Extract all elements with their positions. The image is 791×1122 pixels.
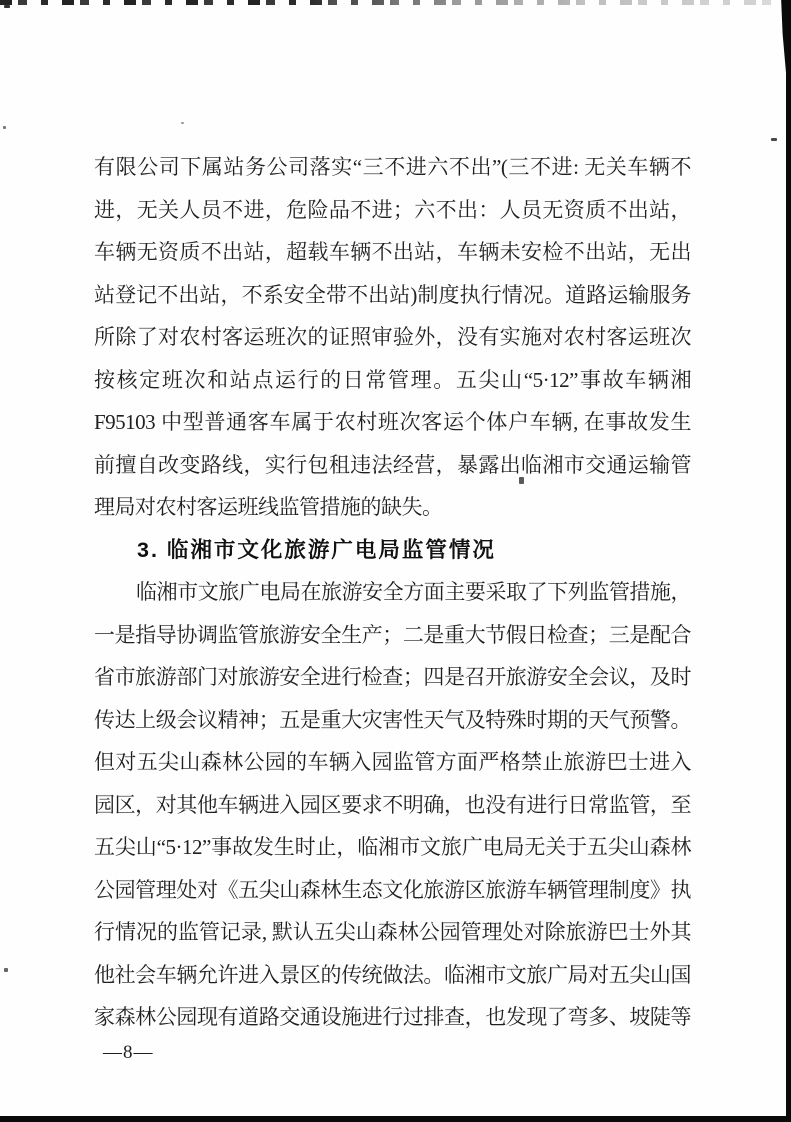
section-heading: 3. 临湘市文化旅游广电局监管情况 xyxy=(137,537,496,562)
scan-speck xyxy=(181,122,184,124)
text-line: 车辆无资质不出站，超载车辆不出站，车辆未安检不出站，无出 xyxy=(94,240,691,264)
text-line: F95103 中型普通客车属于农村班次客运个体户车辆, 在事故发生 xyxy=(94,410,691,434)
scan-artifact-top-edge xyxy=(0,0,785,5)
text-line: 站登记不出站，不系安全带不出站)制度执行情况。道路运输服务 xyxy=(94,282,691,307)
scan-speck xyxy=(4,5,10,8)
text-line: 五尖山“5·12”事故发生时止，临湘市文旅广电局无关于五尖山森林 xyxy=(94,835,691,859)
text-line: 进，无关人员不进，危险品不进；六不出：人员无资质不出站， xyxy=(94,197,691,222)
text-line: 传达上级会议精神；五是重大灾害性天气及特殊时期的天气预警。 xyxy=(94,707,691,732)
text-line: 所除了对农村客运班次的证照审验外，没有实施对农村客运班次 xyxy=(94,325,691,349)
text-line: 一是指导协调监管旅游安全生产；二是重大节假日检查；三是配合 xyxy=(94,622,691,647)
scan-speck xyxy=(4,968,8,972)
text-line: 他社会车辆允许进入景区的传统做法。临湘市文旅广局对五尖山国 xyxy=(94,962,691,987)
text-line: 园区，对其他车辆进入园区要求不明确，也没有进行日常监管，至 xyxy=(94,792,691,817)
text-line: 前擅自改变路线，实行包租违法经营，暴露出临湘市交通运输管 xyxy=(94,452,691,477)
document-text-block xyxy=(94,146,691,1039)
scan-speck xyxy=(3,126,6,129)
text-line: 公园管理处对《五尖山森林生态文化旅游区旅游车辆管理制度》执 xyxy=(94,877,691,902)
page-number: —8— xyxy=(103,1042,154,1063)
text-line: 家森林公园现有道路交通设施进行过排查，也发现了弯多、坡陡等 xyxy=(94,1005,691,1029)
scan-artifact-right-edge xyxy=(786,0,791,1122)
text-line: 行情况的监管记录, 默认五尖山森林公园管理处对除旅游巴士外其 xyxy=(94,920,691,944)
text-line: 临湘市文旅广电局在旅游安全方面主要采取了下列监管措施， xyxy=(136,580,691,604)
text-line: 有限公司下属站务公司落实“三不进六不出”(三不进: 无关车辆不 xyxy=(94,155,691,179)
text-line: 省市旅游部门对旅游安全进行检查；四是召开旅游安全会议，及时 xyxy=(94,665,691,689)
scan-artifact-bottom-edge xyxy=(0,1116,791,1122)
text-line: 但对五尖山森林公园的车辆入园监管方面严格禁止旅游巴士进入 xyxy=(94,750,691,774)
text-line: 按核定班次和站点运行的日常管理。五尖山“5·12”事故车辆湘 xyxy=(94,367,691,392)
text-line: 理局对农村客运班线监管措施的缺失。 xyxy=(94,495,443,519)
scan-speck xyxy=(771,138,777,141)
